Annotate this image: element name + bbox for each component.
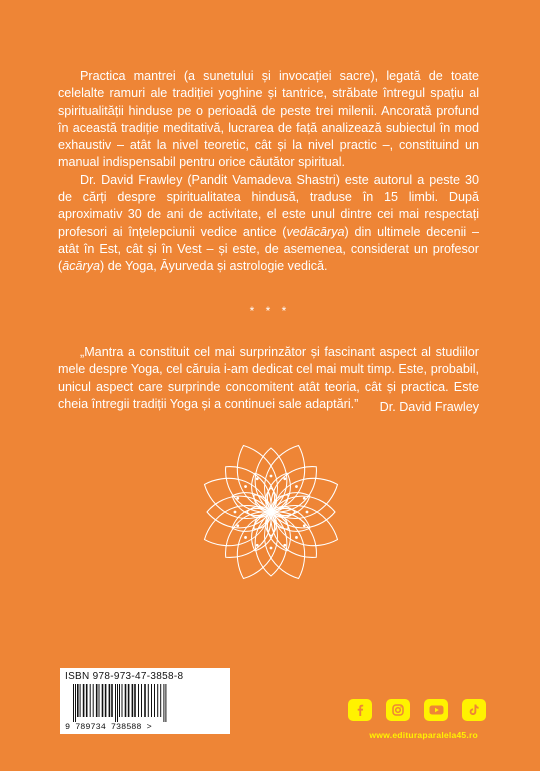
term-vedacarya: vedācārya [286,224,345,239]
intro-paragraph-2-part-a: Dr. David Frawley (Pandit Vamadeva Shastri) este autorul a peste 30 de cărți despre spiritualitatea hindusă, traduse în 15 limbi. După aproximativ 30 de ani de activitate, el este unul dintre cei mai respectați profesori ai înțelepciunii vedice antice ( [58,172,479,239]
intro-paragraph-2 [58,172,479,276]
youtube-button[interactable] [424,699,448,721]
instagram-button[interactable] [386,699,410,721]
term-acarya: ācārya [62,259,101,274]
barcode-digits: 9 789734 738588 > [65,722,152,731]
social-links [348,699,488,723]
intro-paragraph-1: Practica mantrei (a sunetului și invocației sacre), legată de toate celelalte ramuri ale tradiției yoghine și tantrice, străbate întregul spațiu al spiritualității hinduse pe o perioadă de peste trei milenii. Ancorată profund în această tradiție meditativă, lucrarea de față analizează subiectul în mod exhaustiv – atât la nivel teoretic, cât și la nivel practic –, constituind un manual indispensabil pentru orice căutător spiritual. [58,69,479,170]
intro-paragraph-2-part-b: ) din ultimele decenii – atât în Est, cât și în Vest – și este, de asemenea, considerat un profesor ( [58,224,479,274]
section-separator: * * * [249,304,291,318]
quote-text: „Mantra a constituit cel mai surprinzător și fascinant aspect al studiilor mele despre Yoga, cel căruia i-am dedicat cel mai mult timp. Este, probabil, unicul aspect care surprinde concomitent atât teoria, cât și practica. Este cheia întregii tradiții Yoga și a continuei sale adaptări.” [58,345,479,411]
barcode-icon [65,683,225,731]
tiktok-button[interactable] [462,699,486,721]
isbn-barcode [60,668,230,734]
mandala-ornament-icon [196,437,346,587]
facebook-icon [353,703,367,717]
isbn-label: ISBN 978-973-47-3858-8 [65,671,184,682]
youtube-icon [429,704,444,716]
instagram-icon [391,703,405,717]
tiktok-icon [467,703,481,717]
intro-text [58,68,479,276]
publisher-website-link[interactable]: www.edituraparalela45.ro [369,730,478,740]
intro-paragraph-2-part-c: ) de Yoga, Āyurveda și astrologie vedică. [100,259,328,274]
quote-author: Dr. David Frawley [379,400,479,414]
facebook-button[interactable] [348,699,372,721]
